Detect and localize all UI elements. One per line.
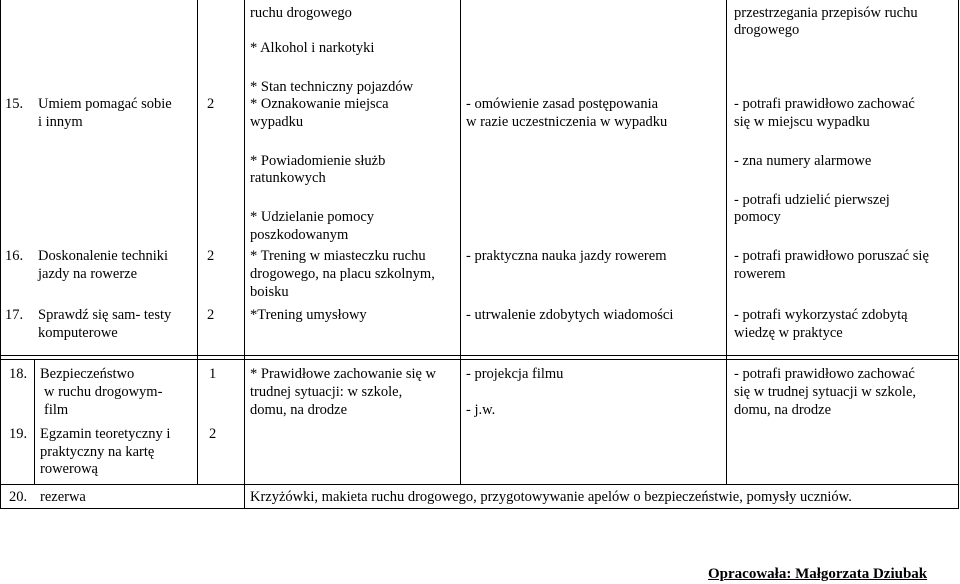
content-line: * Oznakowanie miejsca — [250, 96, 389, 112]
content-line: trudnej sytuacji: w szkole, — [250, 384, 403, 400]
outcome-line: drogowego — [734, 22, 800, 38]
outcome-line: rowerem — [734, 266, 786, 282]
hours-value: 2 — [207, 307, 215, 323]
topic-line: komputerowe — [38, 325, 118, 341]
method-line: - j.w. — [466, 402, 496, 418]
hours-value: 2 — [207, 248, 215, 264]
method-line: - praktyczna nauka jazdy rowerem — [466, 248, 667, 264]
outcome-line: pomocy — [734, 209, 781, 225]
content-line: wypadku — [250, 114, 304, 130]
topic-line: jazdy na rowerze — [38, 266, 138, 282]
content-line: ratunkowych — [250, 170, 326, 186]
outcome-line: - potrafi wykorzystać zdobytą — [734, 307, 908, 323]
outcome-line: domu, na drodze — [734, 402, 832, 418]
topic-line: rowerową — [40, 461, 98, 477]
hours-value: 2 — [209, 426, 217, 442]
content-line: * Stan techniczny pojazdów — [250, 79, 414, 95]
content-line: * Prawidłowe zachowanie się w — [250, 366, 437, 382]
content-line: boisku — [250, 284, 289, 300]
hours-value: 2 — [207, 96, 215, 112]
topic-line: rezerwa — [40, 489, 86, 505]
topic-line: Sprawdź się sam- testy — [38, 307, 172, 323]
content-line: * Trening w miasteczku ruchu — [250, 248, 426, 264]
row-number: 19. — [9, 426, 28, 442]
content-line: *Trening umysłowy — [250, 307, 367, 323]
topic-line: Egzamin teoretyczny i — [40, 426, 171, 442]
topic-line: w ruchu drogowym- — [44, 384, 163, 400]
row-number: 18. — [9, 366, 28, 382]
topic-line: Umiem pomagać sobie — [38, 96, 172, 112]
topic-line: Bezpieczeństwo — [40, 366, 135, 382]
content-line: ruchu drogowego — [250, 5, 352, 21]
topic-line: Doskonalenie techniki — [38, 248, 169, 264]
method-line: - utrwalenie zdobytych wiadomości — [466, 307, 674, 323]
outcome-line: przestrzegania przepisów ruchu — [734, 5, 918, 21]
topic-line: film — [44, 402, 69, 418]
method-line: w razie uczestniczenia w wypadku — [466, 114, 668, 130]
topic-line: i innym — [38, 114, 83, 130]
hours-value: 1 — [209, 366, 217, 382]
outcome-line: - potrafi udzielić pierwszej — [734, 192, 890, 208]
outcome-line: - potrafi prawidłowo zachować — [734, 96, 915, 112]
row-number: 20. — [9, 489, 28, 505]
outcome-line: - potrafi prawidłowo zachować — [734, 366, 915, 382]
content-line: poszkodowanym — [250, 227, 349, 243]
row-number: 17. — [5, 307, 24, 323]
content-line: * Powiadomienie służb — [250, 153, 386, 169]
outcome-line: się w trudnej sytuacji w szkole, — [734, 384, 917, 400]
content-line: * Alkohol i narkotyki — [250, 40, 375, 56]
content-line: domu, na drodze — [250, 402, 348, 418]
content-line: drogowego, na placu szkolnym, — [250, 266, 435, 282]
outcome-line: się w miejscu wypadku — [734, 114, 870, 130]
row-number: 15. — [5, 96, 24, 112]
content-line: * Udzielanie pomocy — [250, 209, 375, 225]
outcome-line: - potrafi prawidłowo poruszać się — [734, 248, 929, 264]
method-line: - projekcja filmu — [466, 366, 564, 382]
topic-line: praktyczny na kartę — [40, 444, 155, 460]
outcome-line: - zna numery alarmowe — [734, 153, 872, 169]
method-line: - omówienie zasad postępowania — [466, 96, 659, 112]
row-number: 16. — [5, 248, 24, 264]
spanning-text: Krzyżówki, makieta ruchu drogowego, przygotowywanie apelów o bezpieczeństwie, pomysły uczniów. — [250, 489, 852, 505]
author-signature: Opracowała: Małgorzata Dziubak — [708, 566, 928, 582]
outcome-line: wiedzę w praktyce — [734, 325, 843, 341]
